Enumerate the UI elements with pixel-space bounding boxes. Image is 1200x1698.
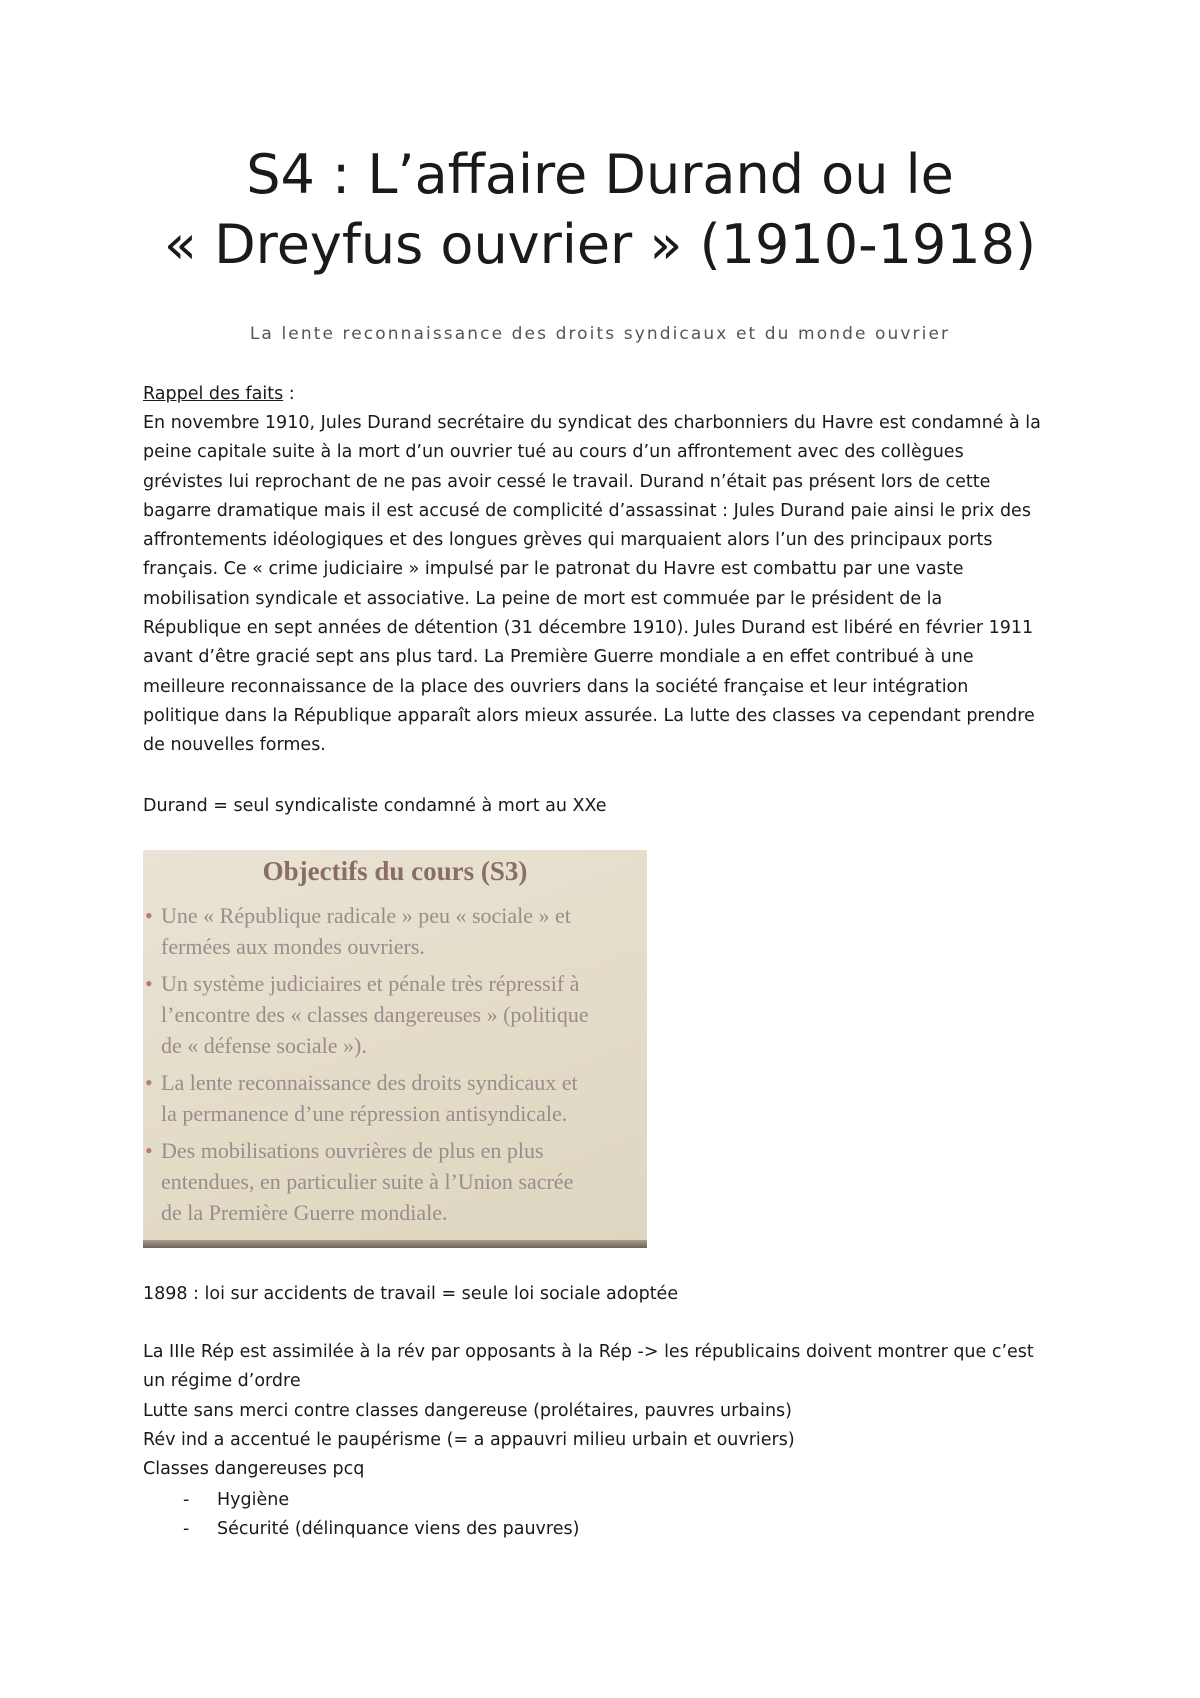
paragraph-line: affrontements idéologiques et des longues grèves qui marquaient alors l’un des principaux ports [143,530,993,551]
paragraph-line: bagarre dramatique mais il est accusé de complicité d’assassinat : Jules Durand paie ainsi le prix des [143,500,1031,521]
page-title [0,140,1200,280]
dash-item-label: Hygiène [217,1490,290,1510]
rappel-heading-label: Rappel des faits [143,384,284,404]
paragraph-line: mobilisation syndicale et associative. La peine de mort est commuée par le président de la [143,588,943,609]
slide-bullet-item [145,1135,645,1228]
dash-list-item [143,1486,1043,1515]
slide-bullet-item [145,900,645,962]
slide-photo [143,850,647,1248]
slide-item-line: entendues, en particulier suite à l’Union sacrée [161,1169,574,1194]
paragraph-line: En novembre 1910, Jules Durand secrétaire du syndicat des charbonniers du Havre est condamné à la [143,413,1041,433]
bullet-icon: • [145,1070,153,1095]
bullet-icon: • [145,903,153,928]
paragraph-line: meilleure reconnaissance de la place des ouvriers dans la société française et leur intégration [143,676,969,697]
slide-title: Objectifs du cours (S3) [262,856,528,886]
rappel-heading-colon: : [283,384,295,404]
paragraph-line: français. Ce « crime judiciaire » impulsé par le patronat du Havre est combattu par une vaste [143,559,964,580]
slide-bullet-list [145,900,645,1234]
title-line-2: « Dreyfus ouvrier » (1910-1918) [163,213,1037,276]
paragraph-line: politique dans la République apparaît alors mieux assurée. La lutte des classes va cependant prendre [143,705,1035,726]
paragraph-line: peine capitale suite à la mort d’un ouvrier tué au cours d’un affrontement avec des collègues [143,442,964,463]
slide-item-line: Un système judiciaires et pénale très répressif à [161,971,580,996]
paragraph-line: grévistes lui reprochant de ne pas avoir cessé le travail. Durand n’était pas présent lors de cette [143,471,991,492]
dash-list [143,1486,1043,1545]
rappel-paragraph [143,409,1073,761]
note-line: un régime d’ordre [143,1371,301,1392]
note-line: Rév ind a accentué le paupérisme (= a appauvri milieu urbain et ouvriers) [143,1429,795,1450]
dash-list-item [143,1515,1043,1544]
slide-item-line: La lente reconnaissance des droits syndicaux et [161,1070,578,1095]
note-line: La IIIe Rép est assimilée à la rév par opposants à la Rép -> les républicains doivent montrer que c’est [143,1342,1034,1362]
slide-item-line: fermées aux mondes ouvriers. [161,934,425,959]
slide-item-line: de « défense sociale »). [161,1033,367,1058]
slide-item-line: Des mobilisations ouvrières de plus en plus [161,1138,544,1163]
dash-item-label: Sécurité (délinquance viens des pauvres) [217,1519,580,1540]
durand-note: Durand = seul syndicaliste condamné à mort au XXe [143,796,607,816]
bullet-icon: • [145,971,153,996]
slide-bullet-item [145,1067,645,1129]
bullet-icon: • [145,1138,153,1163]
paragraph-line: République en sept années de détention (31 décembre 1910). Jules Durand est libéré en février 1911 [143,618,1034,639]
dash-icon: - [183,1519,190,1540]
slide-bullet-item [145,968,645,1061]
note-line: Lutte sans merci contre classes dangereuse (prolétaires, pauvres urbains) [143,1400,792,1421]
rappel-heading [143,380,1073,409]
dash-icon: - [183,1490,190,1510]
paragraph-line: avant d’être gracié sept ans plus tard. La Première Guerre mondiale a en effet contribué à une [143,647,974,668]
slide-item-line: de la Première Guerre mondiale. [161,1200,448,1225]
note-line: Classes dangereuses pcq [143,1459,365,1480]
note-1898: 1898 : loi sur accidents de travail = seule loi sociale adoptée [143,1284,679,1304]
subtitle: La lente reconnaissance des droits syndicaux et du monde ouvrier [249,324,951,344]
slide-item-line: Une « République radicale » peu « sociale » et [161,903,571,928]
slide-item-line: l’encontre des « classes dangereuses » (politique [161,1002,589,1027]
notes-block [143,1338,1073,1484]
slide-item-line: la permanence d’une répression antisyndicale. [161,1101,568,1126]
paragraph-line: de nouvelles formes. [143,735,326,756]
title-line-1: S4 : L’affaire Durand ou le [246,143,954,206]
